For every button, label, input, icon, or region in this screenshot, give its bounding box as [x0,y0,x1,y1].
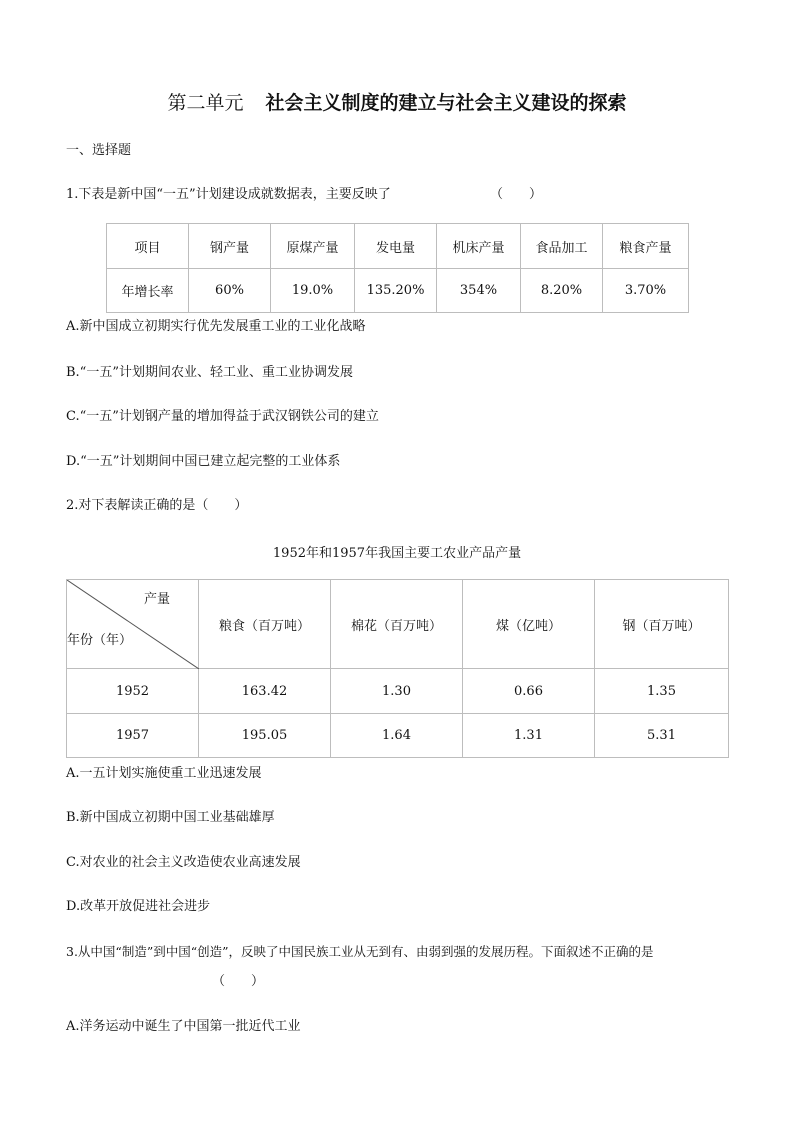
q2-diagonal-header-cell [67,580,199,669]
page-title [0,88,794,115]
q2-table-caption: 1952年和1957年我国主要工农业产品产量 [272,546,522,561]
q2-data-cell: 1.30 [331,669,463,714]
q1-header-cell: 发电量 [355,224,437,269]
q2-data-table [66,579,729,758]
q2-data-cell: 1.31 [463,714,595,758]
q2-data-cell: 1.64 [331,714,463,758]
q1-header-row [107,224,689,269]
q2-header-cell: 棉花（百万吨） [331,580,463,669]
q1-header-cell: 机床产量 [437,224,521,269]
q2-option-b: B.新中国成立初期中国工业基础雄厚 [66,810,275,825]
q1-stem: 1.下表是新中国“一五”计划建设成就数据表，主要反映了 [66,187,391,202]
q2-year-cell: 1952 [67,669,199,714]
q1-header-cell: 食品加工 [521,224,603,269]
q2-header-cell: 粮食（百万吨） [199,580,331,669]
q2-header-cell: 钢（百万吨） [595,580,729,669]
q1-answer-paren: （ ） [490,187,543,202]
q1-header-cell: 粮食产量 [603,224,689,269]
q1-header-cell: 钢产量 [189,224,271,269]
q2-data-cell: 163.42 [199,669,331,714]
q2-year-cell: 1957 [67,714,199,758]
q3-option-a: A.洋务运动中诞生了中国第一批近代工业 [66,1019,301,1034]
q2-table-row [67,669,729,714]
section-heading: 一、选择题 [66,143,132,158]
diagonal-divider [67,580,199,669]
q1-data-cell: 354% [437,269,521,313]
q1-data-table [106,223,689,313]
q1-data-cell: 8.20% [521,269,603,313]
q3-answer-paren: （ ） [212,974,265,989]
q2-corner-quantity-label: 产量 [143,592,170,607]
q2-option-a: A.一五计划实施使重工业迅速发展 [66,766,262,781]
q2-option-d: D.改革开放促进社会进步 [66,899,211,914]
q2-option-c: C.对农业的社会主义改造使农业高速发展 [66,855,301,870]
q1-data-cell: 3.70% [603,269,689,313]
q1-data-cell: 60% [189,269,271,313]
q2-header-row [67,580,729,669]
q2-data-cell: 195.05 [199,714,331,758]
q2-header-cell: 煤（亿吨） [463,580,595,669]
q1-option-a: A.新中国成立初期实行优先发展重工业的工业化战略 [66,319,366,334]
q2-corner-year-label: 年份（年） [67,633,133,648]
q1-data-cell: 135.20% [355,269,437,313]
q1-header-cell: 原煤产量 [271,224,355,269]
q2-data-cell: 1.35 [595,669,729,714]
q2-data-cell: 0.66 [463,669,595,714]
q1-option-c: C.“一五”计划钢产量的增加得益于武汉钢铁公司的建立 [66,409,379,424]
q2-data-cell: 5.31 [595,714,729,758]
q2-stem: 2.对下表解读正确的是（ ） [66,498,248,513]
q1-header-cell: 项目 [107,224,189,269]
unit-title: 社会主义制度的建立与社会主义建设的探索 [265,92,627,114]
q1-option-d: D.“一五”计划期间中国已建立起完整的工业体系 [66,454,341,469]
q1-data-cell: 年增长率 [107,269,189,313]
q1-data-row [107,269,689,313]
q1-data-cell: 19.0% [271,269,355,313]
q2-table-row [67,714,729,758]
q3-stem: 3.从中国“制造”到中国“创造”，反映了中国民族工业从无到有、由弱到强的发展历程。下面叙述不正确的是 [66,944,654,959]
q1-option-b: B.“一五”计划期间农业、轻工业、重工业协调发展 [66,365,353,380]
unit-label: 第二单元 [167,92,244,114]
